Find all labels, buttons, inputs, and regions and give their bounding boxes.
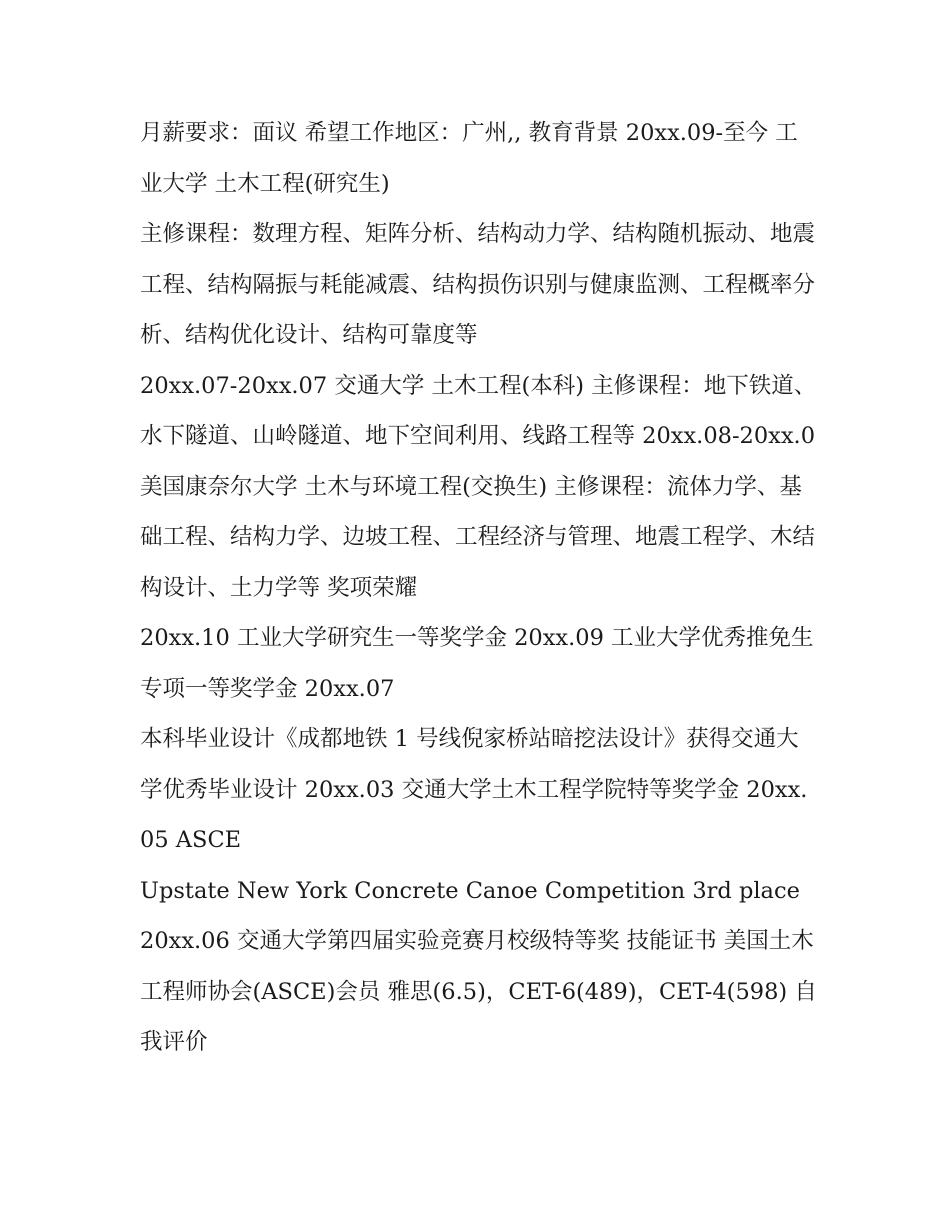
- paragraph-undergraduate-education: 20xx.07-20xx.07 交通大学 土木工程(本科) 主修课程：地下铁道、水下隧道、山岭隧道、地下空间利用、线路工程等 20xx.08-20xx.0: [140, 372, 817, 449]
- document-body: [140, 108, 820, 1068]
- paragraph-awards-design: 本科毕业设计《成都地铁 1 号线倪家桥站暗挖法设计》获得交通大学优秀毕业设计 20xx.03 交通大学土木工程学院特等奖学金 20xx.05 ASCE: [140, 726, 808, 853]
- paragraph-competitions-certificates: Upstate New York Concrete Canoe Competition 3rd place 20xx.06 交通大学第四届实验竞赛月校级特等奖 技能证书 美国土木工程师协会(ASCE)会员 雅思(6.5)，CET-6(489)，CET-4(598) 自我评价: [140, 877, 817, 1055]
- paragraph-exchange-education: 美国康奈尔大学 土木与环境工程(交换生) 主修课程：流体力学、基础工程、结构力学、边坡工程、工程经济与管理、地震工程学、木结构设计、土力学等 奖项荣耀: [140, 473, 816, 601]
- paragraph-basic-info-education: 月薪要求：面议 希望工作地区：广州,, 教育背景 20xx.09-至今 工业大学 土木工程(研究生): [140, 120, 798, 197]
- paragraph-awards-scholarships: 20xx.10 工业大学研究生一等奖学金 20xx.09 工业大学优秀推免生专项一等奖学金 20xx.07: [140, 625, 814, 702]
- paragraph-graduate-courses: 主修课程：数理方程、矩阵分析、结构动力学、结构随机振动、地震工程、结构隔振与耗能减震、结构损伤识别与健康监测、工程概率分析、结构优化设计、结构可靠度等: [140, 221, 816, 348]
